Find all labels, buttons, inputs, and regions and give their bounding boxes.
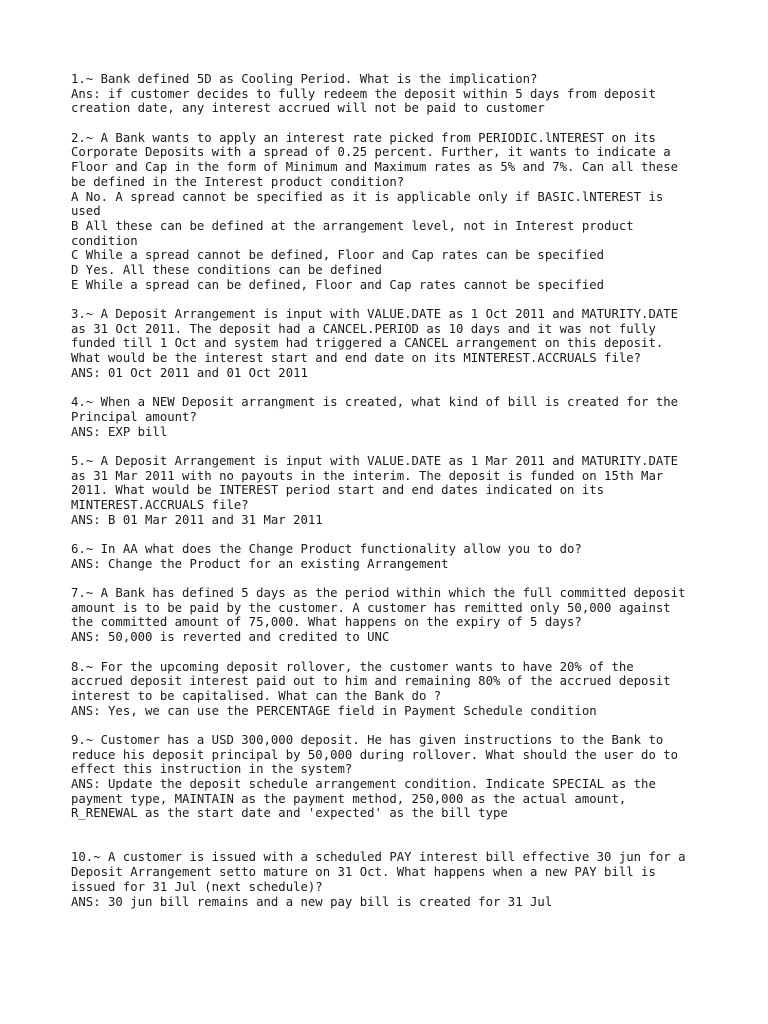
option-line: C While a spread cannot be defined, Floor and Cap rates can be specified (71, 248, 605, 263)
question-line: 9.~ Customer has a USD 300,000 deposit. He has given instructions to the Bank to (71, 732, 664, 747)
question-line: 2.~ A Bank wants to apply an interest rate picked from PERIODIC.lNTEREST on its (71, 130, 656, 145)
question-line: effect this instruction in the system? (71, 762, 353, 777)
option-line: B All these can be defined at the arrangement level, not in Interest product (71, 218, 634, 233)
question-line: 7.~ A Bank has defined 5 days as the period within which the full committed deposit (71, 586, 686, 601)
question-line: be defined in the Interest product condition? (71, 174, 405, 189)
question-line: accrued deposit interest paid out to him and remaining 80% of the accrued deposit (71, 674, 671, 689)
answer-line: creation date, any interest accrued will not be paid to customer (71, 101, 545, 116)
question-line: 5.~ A Deposit Arrangement is input with VALUE.DATE as 1 Mar 2011 and MATURITY.DATE (71, 453, 679, 468)
question-line: MINTEREST.ACCRUALS file? (71, 497, 249, 512)
question-line: 4.~ When a NEW Deposit arrangment is created, what kind of bill is created for the (71, 395, 679, 410)
option-line: A No. A spread cannot be specified as it is applicable only if BASIC.lNTEREST is (71, 189, 664, 204)
question-line: as 31 Oct 2011. The deposit had a CANCEL.PERIOD as 10 days and it was not fully (71, 321, 656, 336)
question-line: as 31 Mar 2011 with no payouts in the interim. The deposit is funded on 15th Mar (71, 468, 664, 483)
answer-line: ANS: 01 Oct 2011 and 01 Oct 2011 (71, 365, 308, 380)
question-block (71, 131, 761, 293)
question-line: amount is to be paid by the customer. A customer has remitted only 50,000 against (71, 600, 671, 615)
question-block (71, 454, 761, 527)
question-line: 2011. What would be INTEREST period start and end dates indicated on its (71, 483, 605, 498)
question-line: Principal amount? (71, 409, 197, 424)
question-line: Deposit Arrangement setto mature on 31 Oct. What happens when a new PAY bill is (71, 865, 656, 880)
question-block (71, 850, 761, 909)
answer-line: ANS: 50,000 is reverted and credited to UNC (71, 630, 390, 645)
option-line: condition (71, 233, 138, 248)
question-line: funded till 1 Oct and system had triggered a CANCEL arrangement on this deposit. (71, 336, 664, 351)
option-line: D Yes. All these conditions can be defined (71, 262, 382, 277)
question-line: 1.~ Bank defined 5D as Cooling Period. What is the implication? (71, 72, 538, 86)
question-line: 3.~ A Deposit Arrangement is input with VALUE.DATE as 1 Oct 2011 and MATURITY.DATE (71, 307, 679, 321)
question-block (71, 733, 761, 821)
document-page (71, 72, 761, 909)
question-block (71, 542, 761, 571)
question-block (71, 72, 761, 116)
question-line: interest to be capitalised. What can the Bank do ? (71, 688, 442, 703)
question-line: reduce his deposit principal by 50,000 during rollover. What should the user do to (71, 747, 679, 762)
question-block (71, 586, 761, 645)
answer-line: ANS: Change the Product for an existing Arrangement (71, 556, 449, 571)
answer-line: ANS: Yes, we can use the PERCENTAGE field in Payment Schedule condition (71, 703, 597, 718)
answer-line: ANS: Update the deposit schedule arrangement condition. Indicate SPECIAL as the (71, 777, 656, 791)
question-line: issued for 31 Jul (next schedule)? (71, 879, 323, 894)
question-block (71, 395, 761, 439)
question-line: 8.~ For the upcoming deposit rollover, the customer wants to have 20% of the (71, 659, 634, 674)
option-line: E While a spread can be defined, Floor and Cap rates cannot be specified (71, 277, 605, 292)
question-line: 10.~ A customer is issued with a scheduled PAY interest bill effective 30 jun for a (71, 850, 686, 865)
answer-line: R_RENEWAL as the start date and 'expected' as the bill type (71, 806, 508, 821)
question-line: What would be the interest start and end date on its MINTEREST.ACCRUALS file? (71, 351, 642, 366)
answer-line: ANS: EXP bill (71, 424, 168, 439)
answer-line: Ans: if customer decides to fully redeem the deposit within 5 days from deposit (71, 86, 656, 101)
answer-line: ANS: 30 jun bill remains and a new pay bill is created for 31 Jul (71, 894, 553, 909)
question-block (71, 660, 761, 719)
question-line: the committed amount of 75,000. What happens on the expiry of 5 days? (71, 615, 582, 630)
answer-line: ANS: B 01 Mar 2011 and 31 Mar 2011 (71, 512, 323, 527)
question-line: 6.~ In AA what does the Change Product functionality allow you to do? (71, 542, 582, 556)
question-block (71, 307, 761, 380)
question-line: Floor and Cap in the form of Minimum and Maximum rates as 5% and 7%. Can all these (71, 160, 679, 175)
question-line: Corporate Deposits with a spread of 0.25 percent. Further, it wants to indicate a (71, 145, 671, 160)
option-line: used (71, 204, 101, 219)
answer-line: payment type, MAINTAIN as the payment method, 250,000 as the actual amount, (71, 791, 627, 806)
